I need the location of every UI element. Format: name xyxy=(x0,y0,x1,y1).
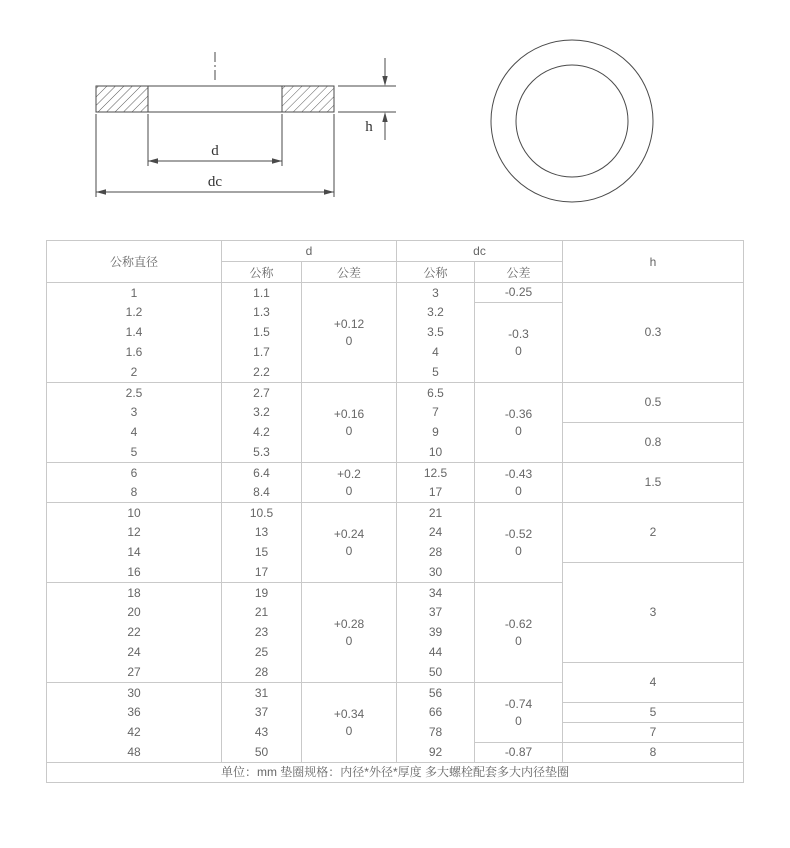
dc-tolerance-cell xyxy=(475,463,563,503)
dc-nominal-cell: 50 xyxy=(397,663,475,683)
h-cell: 0.8 xyxy=(563,423,744,463)
dc-nominal-cell: 37 xyxy=(397,603,475,623)
dc-nominal-cell: 28 xyxy=(397,543,475,563)
tolerance-line: +0.16 xyxy=(333,407,365,422)
d-tolerance-cell xyxy=(302,683,397,763)
dc-nominal-cell: 3.5 xyxy=(397,323,475,343)
d-nominal-cell: 25 xyxy=(222,643,302,663)
dc-nominal-cell: 6.5 xyxy=(397,383,475,403)
d-tolerance-cell xyxy=(302,583,397,683)
subheader-dc-nominal: 公称 xyxy=(397,262,475,283)
hatch-right xyxy=(282,86,334,112)
dc-nominal-cell: 9 xyxy=(397,423,475,443)
tolerance-line: 0 xyxy=(345,723,353,738)
table-footer-note: 单位：mm 垫圈规格：内径*外径*厚度 多大螺栓配套多大内径垫圈 xyxy=(47,763,744,783)
dc-nominal-cell: 56 xyxy=(397,683,475,703)
h-cell: 2 xyxy=(563,503,744,563)
tolerance-line: 0 xyxy=(515,633,522,648)
tolerance-line: -0.25 xyxy=(504,285,533,300)
dimension-labels xyxy=(208,119,373,190)
d-tolerance-cell xyxy=(302,503,397,583)
dc-tolerance-cell xyxy=(475,383,563,463)
d-nominal-cell: 4.2 xyxy=(222,423,302,443)
dim-label-d: d xyxy=(211,143,219,159)
inner-circle xyxy=(516,65,628,177)
header-row-1 xyxy=(47,241,744,262)
h-cell: 0.5 xyxy=(563,383,744,423)
d-nominal-cell: 10.5 xyxy=(222,503,302,523)
tolerance-line: 0 xyxy=(345,543,353,558)
d-nominal-cell: 17 xyxy=(222,563,302,583)
table-row xyxy=(47,283,744,303)
h-cell: 7 xyxy=(563,723,744,743)
washer-spec-table xyxy=(46,240,744,783)
hatch-left xyxy=(96,86,148,112)
d-nominal-cell: 50 xyxy=(222,743,302,763)
arrowhead xyxy=(382,76,387,86)
nominal-diameter-cell: 4 xyxy=(47,423,222,443)
dc-nominal-cell: 34 xyxy=(397,583,475,603)
nominal-diameter-cell: 12 xyxy=(47,523,222,543)
dim-label-h: h xyxy=(365,119,373,135)
nominal-diameter-cell: 18 xyxy=(47,583,222,603)
d-nominal-cell: 2.2 xyxy=(222,363,302,383)
d-tolerance-cell xyxy=(302,283,397,383)
tolerance-line: +0.28 xyxy=(333,617,365,632)
d-tolerance-cell xyxy=(302,463,397,503)
d-nominal-cell: 43 xyxy=(222,723,302,743)
col-header-nominal-diameter: 公称直径 xyxy=(47,241,222,283)
nominal-diameter-cell: 30 xyxy=(47,683,222,703)
d-nominal-cell: 8.4 xyxy=(222,483,302,503)
tolerance-line: -0.52 xyxy=(504,527,533,542)
d-nominal-cell: 5.3 xyxy=(222,443,302,463)
dc-tolerance-cell xyxy=(475,743,563,763)
nominal-diameter-cell: 36 xyxy=(47,703,222,723)
nominal-diameter-cell: 10 xyxy=(47,503,222,523)
d-nominal-cell: 1.7 xyxy=(222,343,302,363)
d-nominal-cell: 37 xyxy=(222,703,302,723)
tolerance-line: -0.74 xyxy=(504,697,533,712)
footer-row xyxy=(47,763,744,783)
nominal-diameter-cell: 8 xyxy=(47,483,222,503)
nominal-diameter-cell: 1.2 xyxy=(47,303,222,323)
d-nominal-cell: 1.1 xyxy=(222,283,302,303)
table-row xyxy=(47,383,744,403)
tolerance-line: -0.87 xyxy=(504,745,533,760)
nominal-diameter-cell: 27 xyxy=(47,663,222,683)
arrowhead xyxy=(382,112,387,122)
dc-nominal-cell: 10 xyxy=(397,443,475,463)
nominal-diameter-cell: 14 xyxy=(47,543,222,563)
dc-tolerance-cell xyxy=(475,303,563,383)
table-row xyxy=(47,503,744,523)
dc-nominal-cell: 5 xyxy=(397,363,475,383)
dc-nominal-cell: 7 xyxy=(397,403,475,423)
d-tolerance-cell xyxy=(302,383,397,463)
nominal-diameter-cell: 24 xyxy=(47,643,222,663)
d-nominal-cell: 3.2 xyxy=(222,403,302,423)
tolerance-line: 0 xyxy=(515,483,522,498)
subheader-d-tolerance: 公差 xyxy=(302,262,397,283)
dc-nominal-cell: 30 xyxy=(397,563,475,583)
d-nominal-cell: 21 xyxy=(222,603,302,623)
washer-front-view xyxy=(491,40,653,202)
d-nominal-cell: 23 xyxy=(222,623,302,643)
washer-technical-drawing xyxy=(0,6,790,220)
d-nominal-cell: 2.7 xyxy=(222,383,302,403)
dc-nominal-cell: 39 xyxy=(397,623,475,643)
dc-nominal-cell: 66 xyxy=(397,703,475,723)
h-cell: 8 xyxy=(563,743,744,763)
tolerance-line: -0.62 xyxy=(504,617,533,632)
subheader-dc-tolerance: 公差 xyxy=(475,262,563,283)
d-nominal-cell: 1.5 xyxy=(222,323,302,343)
arrowhead xyxy=(148,158,158,163)
arrowhead xyxy=(324,189,334,194)
subheader-d-nominal: 公称 xyxy=(222,262,302,283)
technical-drawing-area xyxy=(0,6,790,220)
dc-nominal-cell: 12.5 xyxy=(397,463,475,483)
dc-nominal-cell: 3.2 xyxy=(397,303,475,323)
dim-label-dc: dc xyxy=(207,174,223,190)
nominal-diameter-cell: 3 xyxy=(47,403,222,423)
tolerance-line: 0 xyxy=(345,483,353,498)
h-cell: 4 xyxy=(563,663,744,703)
nominal-diameter-cell: 1.6 xyxy=(47,343,222,363)
dc-nominal-cell: 44 xyxy=(397,643,475,663)
arrowhead xyxy=(272,158,282,163)
d-nominal-cell: 1.3 xyxy=(222,303,302,323)
arrowhead xyxy=(96,189,106,194)
dc-nominal-cell: 21 xyxy=(397,503,475,523)
nominal-diameter-cell: 6 xyxy=(47,463,222,483)
dc-tolerance-cell xyxy=(475,503,563,583)
h-cell: 0.3 xyxy=(563,283,744,383)
d-nominal-cell: 28 xyxy=(222,663,302,683)
tolerance-line: 0 xyxy=(515,343,522,358)
dc-nominal-cell: 17 xyxy=(397,483,475,503)
tolerance-line: 0 xyxy=(515,543,522,558)
tolerance-line: 0 xyxy=(515,713,522,728)
d-nominal-cell: 19 xyxy=(222,583,302,603)
washer-section-view xyxy=(96,52,396,197)
nominal-diameter-cell: 2 xyxy=(47,363,222,383)
col-header-d: d xyxy=(222,241,397,262)
nominal-diameter-cell: 16 xyxy=(47,563,222,583)
d-nominal-cell: 15 xyxy=(222,543,302,563)
tolerance-line: 0 xyxy=(345,423,353,438)
dc-nominal-cell: 78 xyxy=(397,723,475,743)
dc-nominal-cell: 4 xyxy=(397,343,475,363)
dc-nominal-cell: 3 xyxy=(397,283,475,303)
table-header xyxy=(47,241,744,283)
tolerance-line: +0.2 xyxy=(337,467,361,482)
dc-tolerance-cell xyxy=(475,283,563,303)
tolerance-line: 0 xyxy=(345,633,353,648)
h-cell: 5 xyxy=(563,703,744,723)
d-nominal-cell: 13 xyxy=(222,523,302,543)
tolerance-line: +0.24 xyxy=(333,527,365,542)
h-cell: 1.5 xyxy=(563,463,744,503)
tolerance-line: +0.12 xyxy=(333,317,365,332)
tolerance-line: -0.3 xyxy=(508,327,529,342)
nominal-diameter-cell: 5 xyxy=(47,443,222,463)
nominal-diameter-cell: 2.5 xyxy=(47,383,222,403)
tolerance-line: -0.36 xyxy=(504,407,533,422)
dc-nominal-cell: 92 xyxy=(397,743,475,763)
d-nominal-cell: 31 xyxy=(222,683,302,703)
nominal-diameter-cell: 22 xyxy=(47,623,222,643)
dc-tolerance-cell xyxy=(475,583,563,683)
nominal-diameter-cell: 42 xyxy=(47,723,222,743)
col-header-dc: dc xyxy=(397,241,563,262)
h-cell: 3 xyxy=(563,563,744,663)
tolerance-line: +0.34 xyxy=(333,707,365,722)
nominal-diameter-cell: 20 xyxy=(47,603,222,623)
nominal-diameter-cell: 1.4 xyxy=(47,323,222,343)
nominal-diameter-cell: 48 xyxy=(47,743,222,763)
dc-nominal-cell: 24 xyxy=(397,523,475,543)
tolerance-line: 0 xyxy=(345,333,353,348)
d-nominal-cell: 6.4 xyxy=(222,463,302,483)
nominal-diameter-cell: 1 xyxy=(47,283,222,303)
col-header-h: h xyxy=(563,241,744,283)
table-row xyxy=(47,463,744,483)
dc-tolerance-cell xyxy=(475,683,563,743)
outer-circle xyxy=(491,40,653,202)
table-footer xyxy=(47,763,744,783)
tolerance-line: -0.43 xyxy=(504,467,533,482)
tolerance-line: 0 xyxy=(515,423,522,438)
spec-table-body xyxy=(47,283,744,763)
